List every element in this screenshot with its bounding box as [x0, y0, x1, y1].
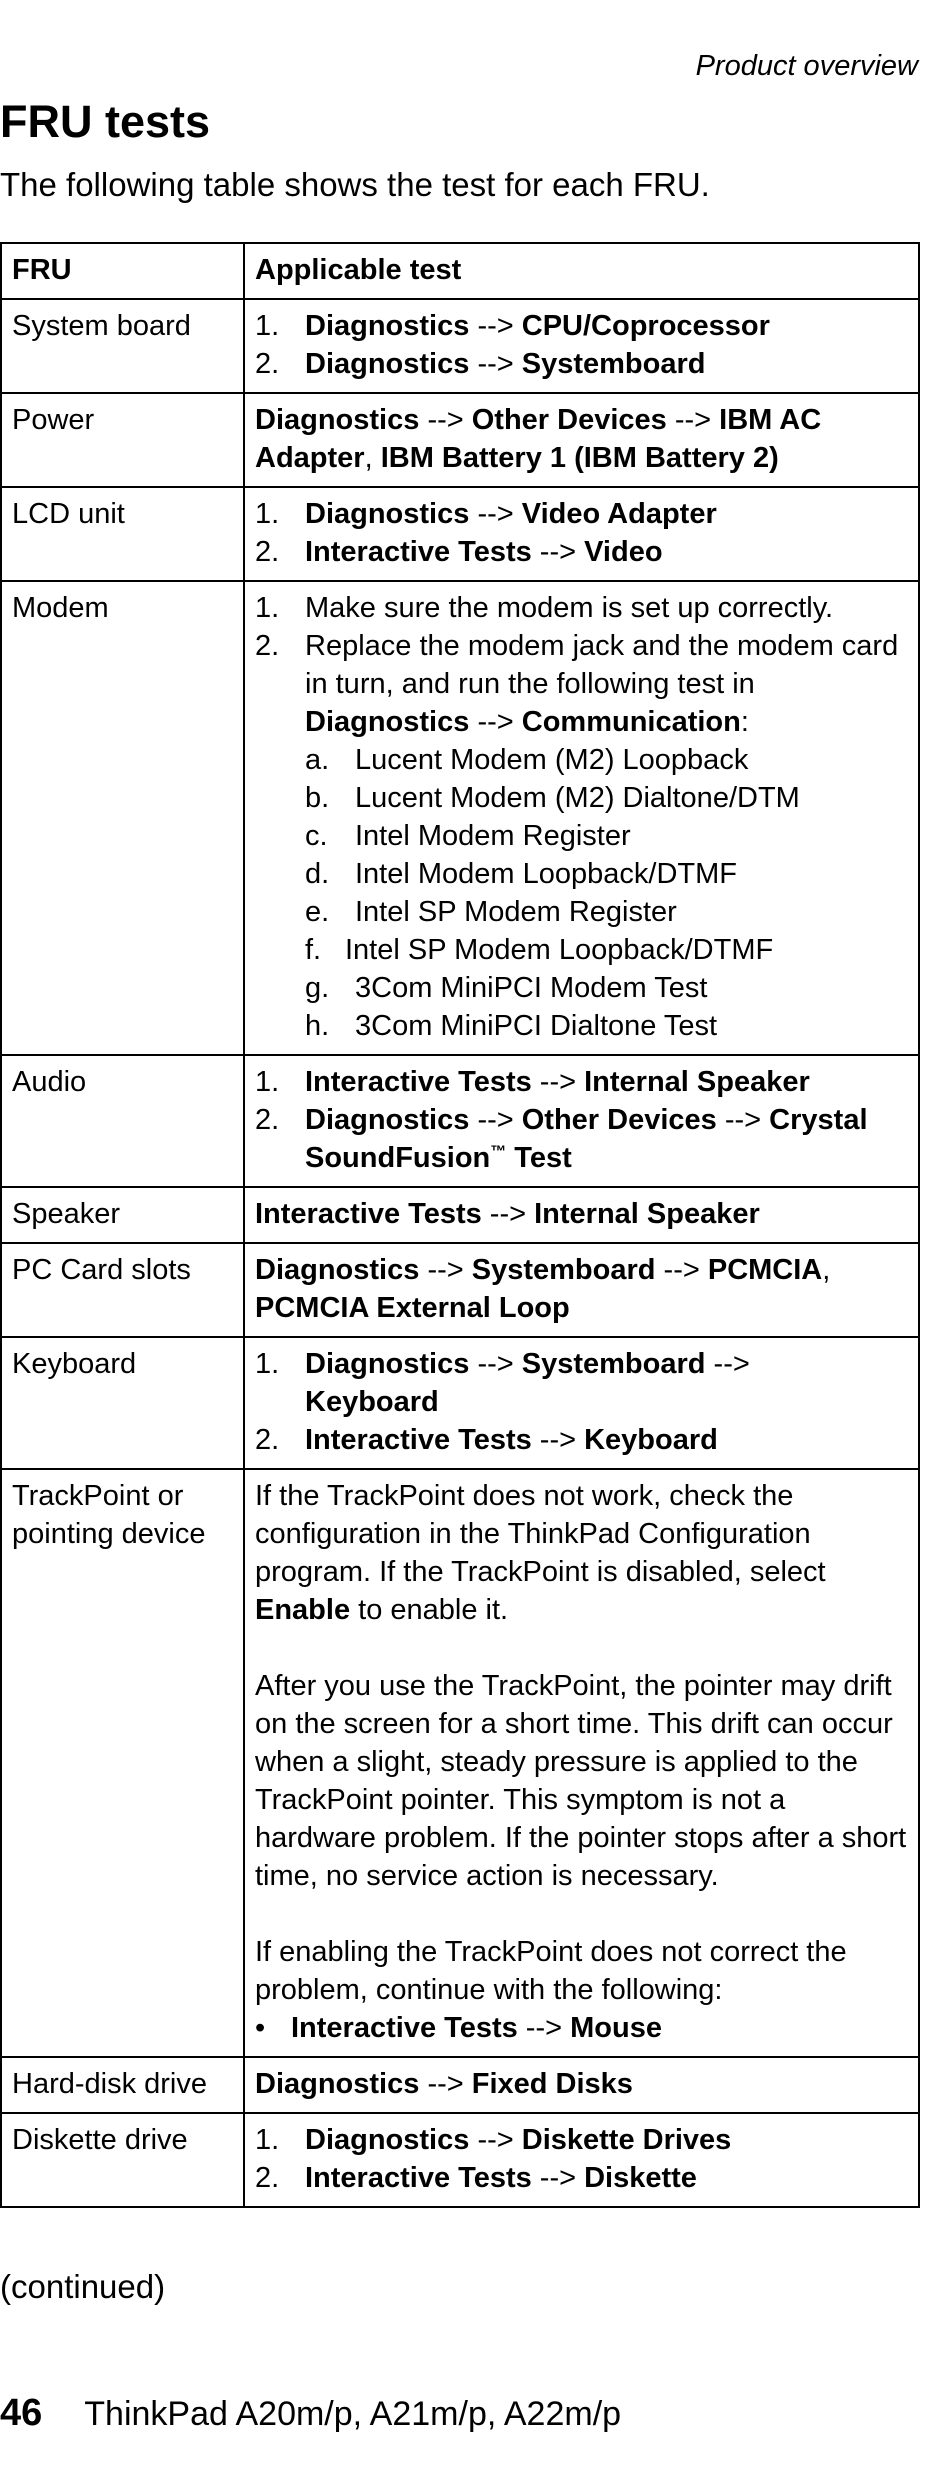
menu-path-step: Communication [521, 706, 741, 738]
menu-path-step: Keyboard [305, 1386, 439, 1418]
arrow-separator: --> [427, 2068, 464, 2100]
menu-path-step: Diagnostics [305, 2124, 470, 2156]
fru-cell: LCD unit [1, 487, 244, 581]
sub-list-letter: e. [305, 896, 330, 928]
list-number: 2. [255, 2162, 280, 2194]
arrow-separator: --> [539, 2162, 577, 2194]
menu-path-step: Video [584, 536, 663, 568]
paragraph-text: If the TrackPoint does not work, check the configuration in the ThinkPad Configuration program. If the TrackPoint is disabled, select [255, 1480, 826, 1588]
list-item [255, 495, 908, 533]
arrow-separator: --> [477, 348, 514, 380]
table-row [1, 1337, 919, 1469]
page-footer [0, 2392, 621, 2435]
menu-path-step: Video Adapter [521, 498, 717, 530]
list-item [255, 2121, 908, 2159]
menu-path-step: Systemboard [521, 348, 706, 380]
menu-path-step: Fixed Disks [471, 2068, 633, 2100]
arrow-separator: --> [539, 1424, 577, 1456]
test-cell [244, 2113, 919, 2207]
fru-cell: System board [1, 299, 244, 393]
comma-separator: , [822, 1254, 831, 1286]
menu-path-step: CPU/Coprocessor [521, 310, 770, 342]
sub-list-text: Intel Modem Register [355, 820, 631, 852]
table-row [1, 1187, 919, 1243]
list-item [255, 345, 908, 383]
fru-cell: Modem [1, 581, 244, 1055]
menu-path-step: Diagnostics [305, 498, 470, 530]
arrow-separator: --> [477, 706, 514, 738]
sub-list-text: 3Com MiniPCI Dialtone Test [355, 1010, 718, 1042]
sub-list-letter: f. [305, 934, 322, 966]
sub-list-item [305, 969, 908, 1007]
paragraph: If enabling the TrackPoint does not correct the problem, continue with the following: [255, 1936, 847, 2006]
sub-list-letter: a. [305, 744, 330, 776]
page-number: 46 [0, 2392, 43, 2434]
list-item [255, 1421, 908, 1459]
menu-path-step: Interactive Tests [305, 1424, 532, 1456]
menu-path-step: Mouse [570, 2012, 662, 2044]
menu-path-step: Other Devices [521, 1104, 717, 1136]
list-item [255, 627, 908, 741]
list-number: 1. [255, 2124, 280, 2156]
list-number: 1. [255, 1066, 280, 1098]
test-cell [244, 1337, 919, 1469]
sub-list-letter: d. [305, 858, 330, 890]
arrow-separator: --> [539, 1066, 577, 1098]
test-cell [244, 1469, 919, 2057]
list-text: Replace the modem jack and the modem card in turn, and run the following test in [305, 630, 899, 700]
bullet-item [255, 2009, 908, 2047]
arrow-separator: --> [525, 2012, 563, 2044]
paragraph-gap [255, 1895, 908, 1933]
arrow-separator: --> [539, 536, 577, 568]
menu-path-step: PCMCIA External Loop [255, 1292, 570, 1324]
test-cell [244, 1243, 919, 1337]
list-item [255, 2159, 908, 2197]
menu-path-step: Diagnostics [305, 1348, 470, 1380]
arrow-separator: --> [427, 1254, 464, 1286]
table-row [1, 487, 919, 581]
menu-path-step: PCMCIA [707, 1254, 823, 1286]
paragraph: After you use the TrackPoint, the pointer may drift on the screen for a short time. This drift can occur when a slight, steady pressure is applied to the TrackPoint pointer. This symptom is not a hardware problem. If the pointer stops after a short time, no service action is necessary. [255, 1670, 907, 1892]
menu-path-step: IBM Battery 1 (IBM Battery 2) [380, 442, 779, 474]
list-item [255, 307, 908, 345]
sub-list-letter: h. [305, 1010, 330, 1042]
fru-cell: Hard-disk drive [1, 2057, 244, 2113]
list-number: 2. [255, 1424, 280, 1456]
menu-path-step: Interactive Tests [255, 1198, 482, 1230]
menu-path-step: Diagnostics [305, 310, 470, 342]
sub-list-letter: c. [305, 820, 328, 852]
menu-path-step: Diagnostics [255, 404, 420, 436]
sub-list-item [305, 855, 908, 893]
menu-path-step: Systemboard [521, 1348, 706, 1380]
sub-list-text: Lucent Modem (M2) Loopback [355, 744, 749, 776]
sub-list-text: Intel SP Modem Loopback/DTMF [345, 934, 774, 966]
paragraph [255, 1477, 908, 1629]
table-row [1, 1243, 919, 1337]
arrow-separator: --> [477, 498, 514, 530]
sub-list-text: Lucent Modem (M2) Dialtone/DTM [355, 782, 800, 814]
list-item [255, 1345, 908, 1421]
list-item [255, 1101, 908, 1177]
test-cell [244, 393, 919, 487]
arrow-separator: --> [489, 1198, 527, 1230]
test-cell [244, 487, 919, 581]
arrow-separator: --> [477, 310, 514, 342]
arrow-separator: --> [713, 1348, 750, 1380]
sub-list-item [305, 931, 908, 969]
list-number: 1. [255, 592, 280, 624]
fru-cell: Diskette drive [1, 2113, 244, 2207]
table-row [1, 1055, 919, 1187]
arrow-separator: --> [663, 1254, 700, 1286]
sub-list-letter: g. [305, 972, 330, 1004]
list-number: 2. [255, 536, 280, 568]
bullet-icon: • [255, 2012, 266, 2044]
test-cell [244, 1055, 919, 1187]
menu-path-step: Interactive Tests [305, 1066, 532, 1098]
menu-path-step: Internal Speaker [584, 1066, 810, 1098]
list-item [255, 533, 908, 571]
menu-path-step: Diagnostics [255, 1254, 420, 1286]
menu-path-step: Other Devices [471, 404, 667, 436]
menu-path-step: Keyboard [584, 1424, 718, 1456]
arrow-separator: --> [724, 1104, 762, 1136]
list-number: 2. [255, 1104, 280, 1136]
sub-list-item [305, 817, 908, 855]
running-header: Product overview [695, 50, 918, 82]
table-row [1, 581, 919, 1055]
sub-list-item [305, 1007, 908, 1045]
menu-path-step: Diagnostics [305, 706, 470, 738]
test-cell [244, 1187, 919, 1243]
table-row [1, 2113, 919, 2207]
paragraph-text: to enable it. [350, 1594, 509, 1626]
fru-cell: Power [1, 393, 244, 487]
comma-separator: , [364, 442, 381, 474]
fru-cell: Speaker [1, 1187, 244, 1243]
fru-cell: Keyboard [1, 1337, 244, 1469]
menu-path-step: Diagnostics [255, 2068, 420, 2100]
menu-path-step: Test [506, 1142, 572, 1174]
list-number: 2. [255, 348, 280, 380]
arrow-separator: --> [427, 404, 464, 436]
menu-path-step: Diagnostics [305, 348, 470, 380]
table-row [1, 393, 919, 487]
menu-path-step: Interactive Tests [291, 2012, 518, 2044]
table-row [1, 2057, 919, 2113]
menu-path-step: Diagnostics [305, 1104, 470, 1136]
menu-path-step: Interactive Tests [305, 2162, 532, 2194]
test-cell [244, 299, 919, 393]
column-header-applicable-test: Applicable test [244, 243, 919, 299]
list-item [255, 589, 908, 627]
arrow-separator: --> [477, 1348, 514, 1380]
menu-path-step: Diskette Drives [521, 2124, 732, 2156]
list-number: 2. [255, 630, 280, 662]
list-number: 1. [255, 310, 280, 342]
menu-path-step: Crystal SoundFusion [305, 1104, 868, 1174]
fru-cell: PC Card slots [1, 1243, 244, 1337]
trademark-symbol: ™ [490, 1143, 507, 1161]
table-header-row [1, 243, 919, 299]
menu-path-step: Internal Speaker [534, 1198, 760, 1230]
arrow-separator: --> [477, 1104, 514, 1136]
table-row [1, 1469, 919, 2057]
menu-path-step: Diskette [584, 2162, 697, 2194]
arrow-separator: --> [477, 2124, 514, 2156]
list-number: 1. [255, 1348, 280, 1380]
list-number: 1. [255, 498, 280, 530]
table-row [1, 299, 919, 393]
sub-list-text: 3Com MiniPCI Modem Test [355, 972, 708, 1004]
sub-list-letter: b. [305, 782, 330, 814]
book-title: ThinkPad A20m/p, A21m/p, A22m/p [84, 2395, 622, 2433]
test-cell [244, 2057, 919, 2113]
sub-list-text: Intel SP Modem Register [355, 896, 677, 928]
sub-list-item [305, 741, 908, 779]
intro-text: The following table shows the test for each FRU. [0, 166, 710, 203]
sub-list-item [305, 779, 908, 817]
fru-cell: Audio [1, 1055, 244, 1187]
option-name: Enable [255, 1594, 351, 1626]
paragraph-gap [255, 1629, 908, 1667]
menu-path-step: Systemboard [471, 1254, 656, 1286]
continued-note: (continued) [0, 2268, 166, 2305]
column-header-fru: FRU [1, 243, 244, 299]
fru-cell: TrackPoint or pointing device [1, 1469, 244, 2057]
sub-list-item [305, 893, 908, 931]
colon: : [740, 706, 749, 738]
list-text: Make sure the modem is set up correctly. [305, 592, 834, 624]
menu-path-step: Interactive Tests [305, 536, 532, 568]
test-cell [244, 581, 919, 1055]
list-item [255, 1063, 908, 1101]
fru-tests-table [0, 242, 920, 2208]
section-title: FRU tests [0, 96, 211, 147]
menu-path-step: IBM AC Adapter [255, 404, 822, 474]
sub-list-text: Intel Modem Loopback/DTMF [355, 858, 737, 890]
arrow-separator: --> [674, 404, 712, 436]
